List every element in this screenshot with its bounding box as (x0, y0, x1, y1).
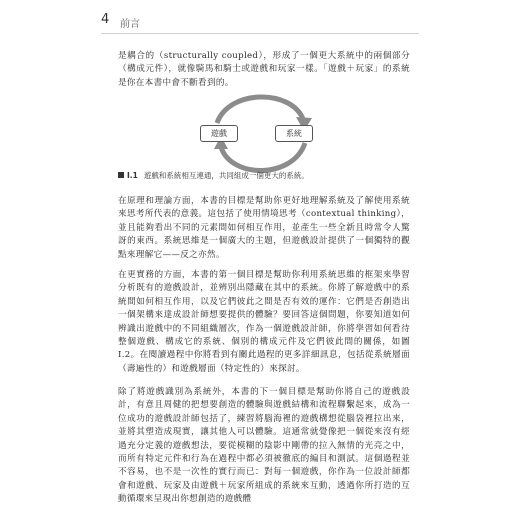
paragraph-2: 在原理和理論方面，本書的目標是幫助你更好地理解系統及了解使用系統來思考所代表的意義。這包括了使用情境思考（contextual thinking），並且能夠看出不同的元素間如何相互作用，並產生一些全新且時常令人驚訝的東西。系統思維是一個廣大的主題，但遊戲設計提供了一個獨特的觀點來理解它——反之亦然。 (118, 196, 410, 260)
node-game: 遊戲 (200, 125, 238, 142)
figure-number: I.1 (127, 171, 138, 180)
page-number: 4 (101, 12, 110, 27)
caption-marker-icon (118, 172, 124, 178)
figure-caption (118, 170, 418, 181)
game-system-diagram (187, 93, 337, 175)
node-system: 系統 (275, 125, 313, 142)
paragraph-1: 是耦合的（structurally coupled），形成了一個更大系統中的兩個部分（構成元件），就像騎馬和騎士或遊戲和玩家一樣。「遊戲＋玩家」的系統是你在本書中會不斷看到的。 (118, 51, 410, 88)
caption-text: 遊戲和系統相互連通，共同組成一個更大的系統。 (143, 171, 309, 180)
chapter-title: 前言 (120, 19, 140, 30)
paragraph-4: 除了將遊戲識別為系統外，本書的下一個目標是幫助你將自己的遊戲設計，有意且周健的把想要創造的體驗與遊戲結構和流程聯繫起來，成為一位成功的遊戲設計師包括了，練習將腦海裡的遊戲構想從腦袋裡拉出來，並將其塑造成現實，讓其他人可以體驗。這通常就覺像把一個從來沒有經過充分定義的遊戲想法，要從模糊的陰影中剛帶的拉入無情的光亮之中，而所有特定元件和行為在過程中都必須被徹底的編目和測試。這個過程並不容易，也不是一次性的實行而已：對每一個遊戲，你作為一位設計師都會和遊戲、玩家及由遊戲＋玩家所組成的系統來互動，透過你所打造的互動循環來呈現出你想創造的遊戲體 (118, 387, 410, 505)
paragraph-3: 在更實務的方面，本書的第一個目標是幫助你利用系統思維的框架來學習分析既有的遊戲設計，並辨別出隱藏在其中的系統。你將了解遊戲中的系統間如何相互作用，以及它們彼此之間是否有效的運作：它們是否創造出一個架構來達成設計師想要提供的體驗？要回答這個問題，你要知道如何辨識出遊戲中的不同組織層次，作為一個遊戲設計師，你將學習如何看待整個遊戲、構成它的系統、個別的構成元件及它們彼此間的關係，如圖 I.2。在閱讀過程中你將看到有關此過程的更多詳細訊息，包括從系統層面（壽遍性的）和遊戲層面（特定性的）來探討。 (118, 270, 410, 374)
header-divider (101, 33, 419, 34)
